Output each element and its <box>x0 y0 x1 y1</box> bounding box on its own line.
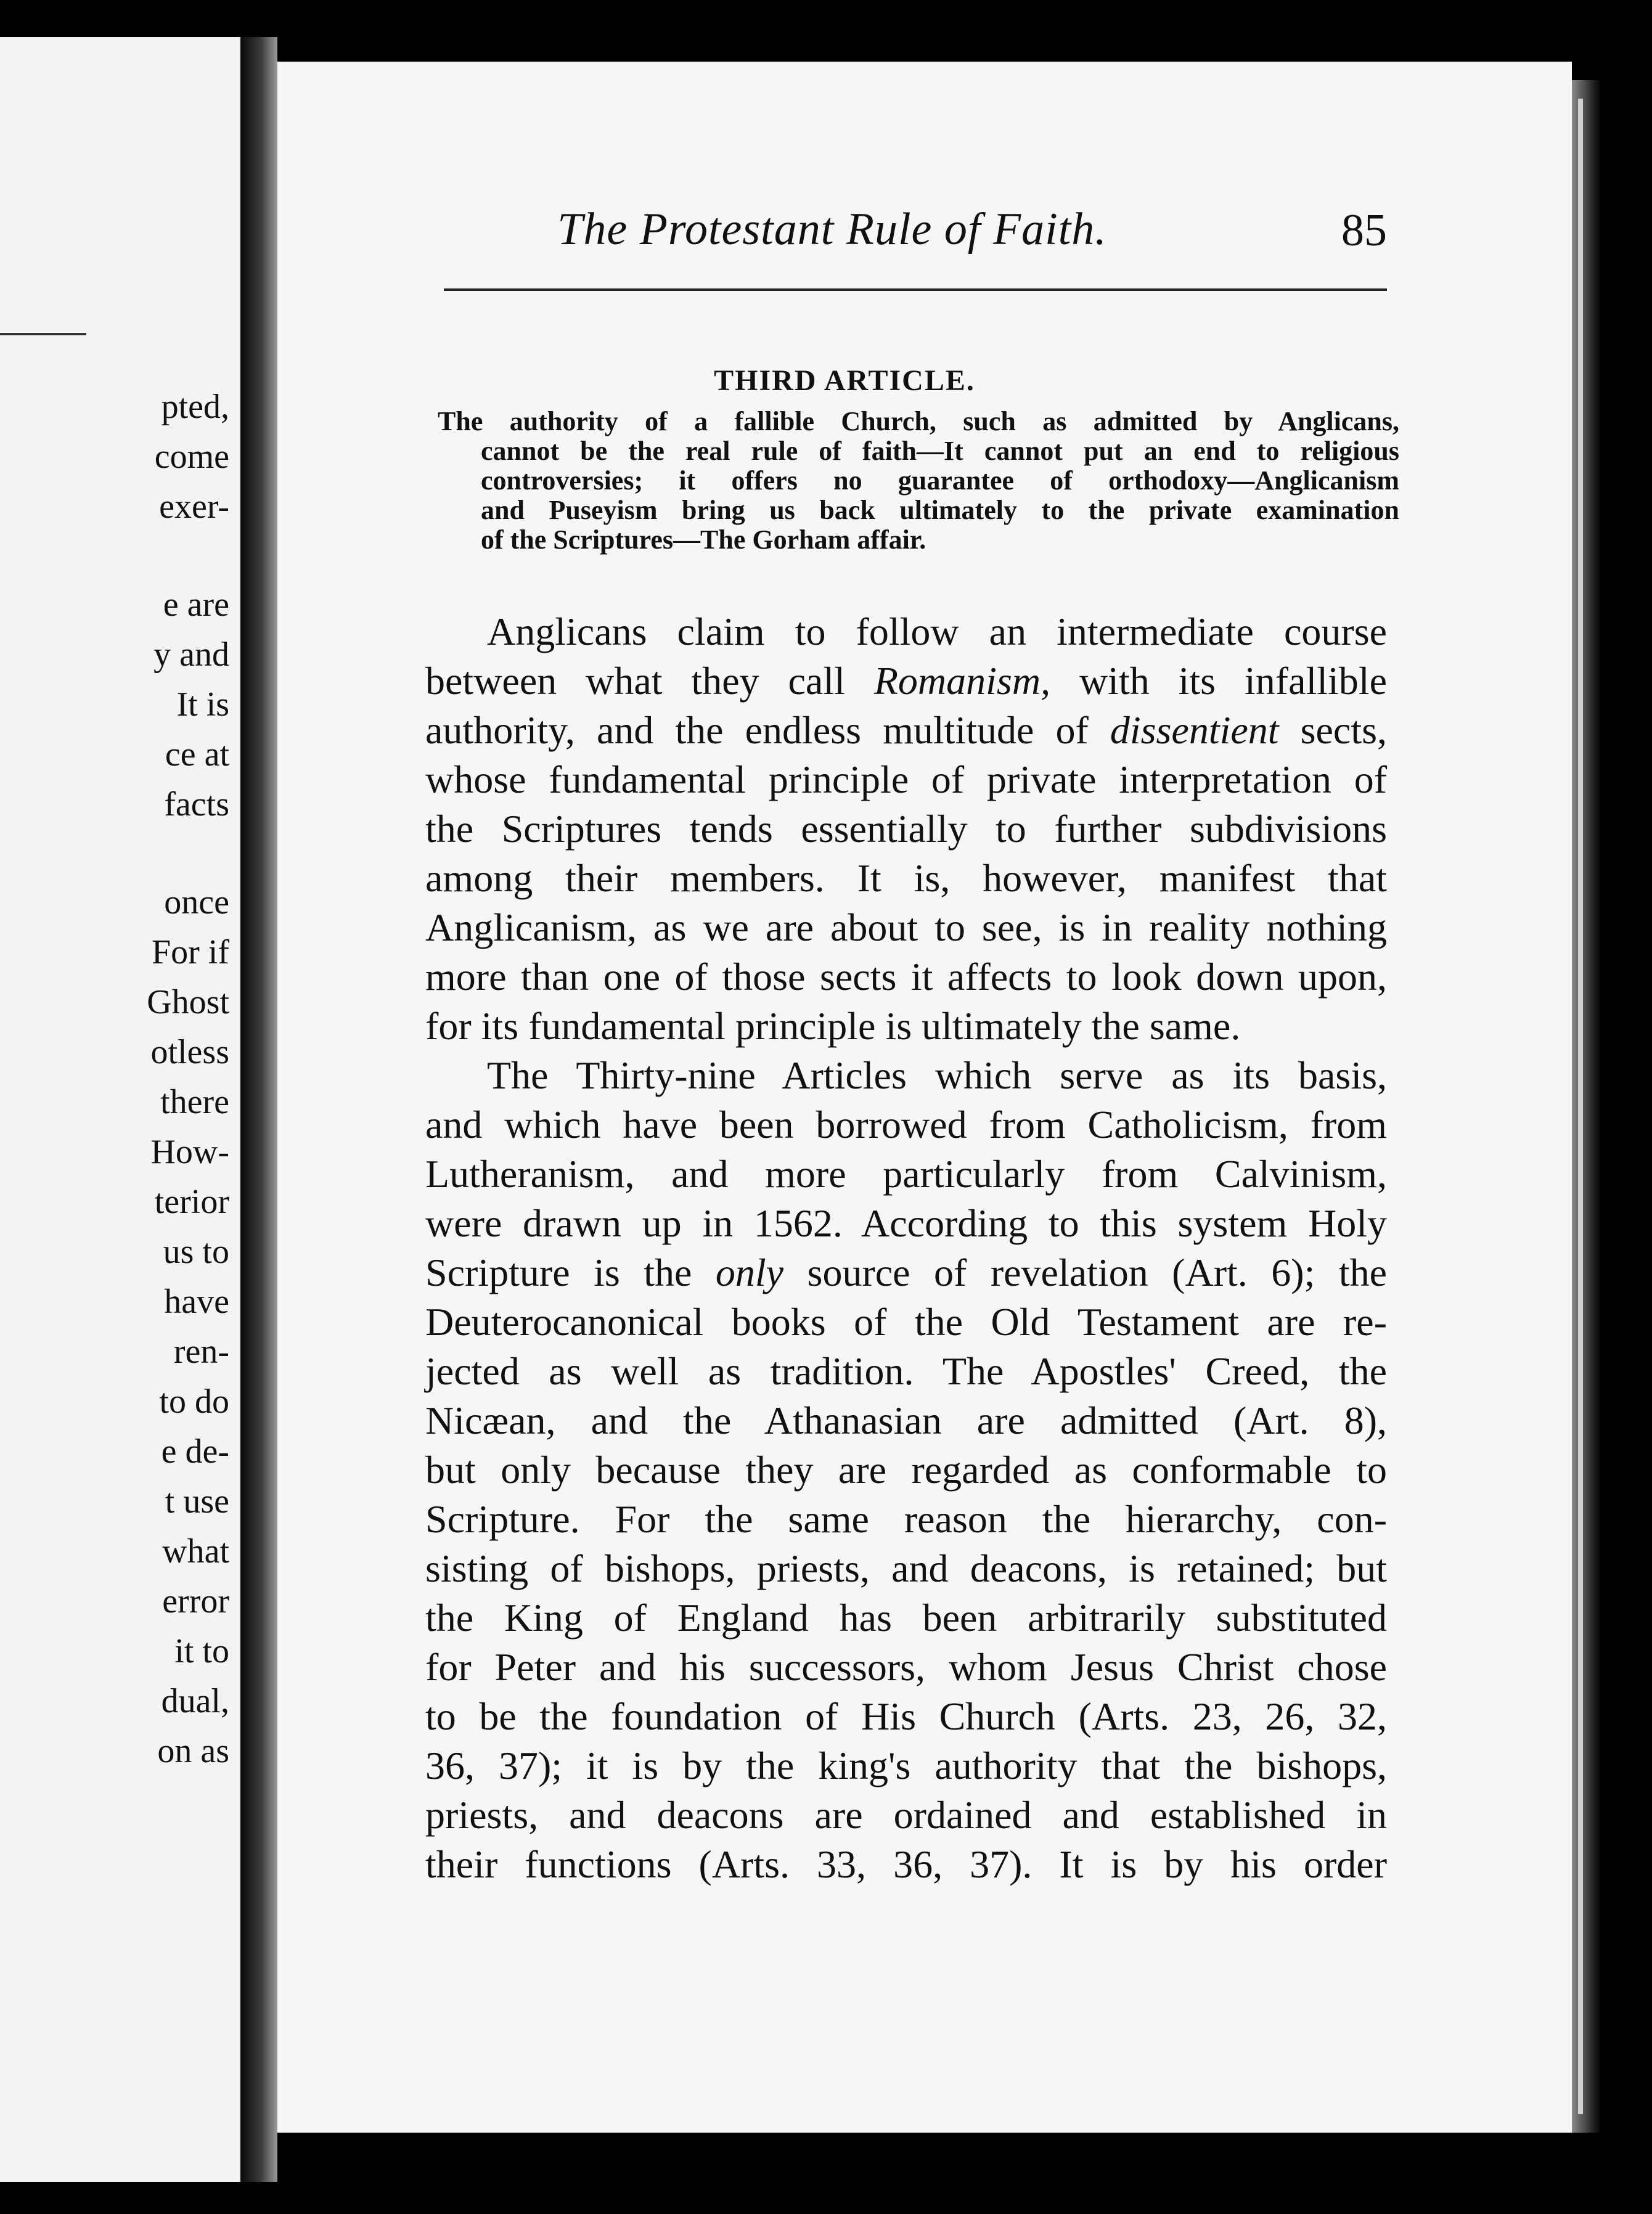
facing-line: ce at <box>165 735 229 774</box>
text-line: 36, 37); it is by the king's authority that the bishops, <box>425 1744 1387 1787</box>
section-summary <box>438 407 1399 555</box>
running-title: The Protestant Rule of Faith. <box>557 204 1107 255</box>
text-line: Nicæan, and the Athanasian are admitted (Art. 8), <box>425 1399 1387 1442</box>
book-gutter <box>240 37 277 2182</box>
facing-line: to do <box>159 1383 229 1421</box>
facing-line: For if <box>152 933 229 971</box>
summary-line: and Puseyism bring us back ultimately to the private examination <box>481 495 1399 525</box>
facing-line: come <box>154 438 229 476</box>
facing-line-gap <box>7 532 229 580</box>
facing-line: have <box>164 1283 229 1321</box>
body-text <box>425 607 1387 1889</box>
facing-line: terior <box>154 1183 229 1221</box>
facing-page-rule <box>0 333 86 335</box>
text-line: Lutheranism, and more particularly from Calvinism, <box>425 1152 1387 1196</box>
facing-line: How- <box>150 1133 229 1171</box>
facing-line: dual, <box>161 1682 229 1720</box>
text-line: for Peter and his successors, whom Jesus Christ chose <box>425 1645 1387 1689</box>
page-header <box>339 148 1399 271</box>
facing-line: what <box>162 1532 229 1571</box>
text-line: their functions (Arts. 33, 36, 37). It is by his order <box>425 1842 1387 1886</box>
text-line: Anglicanism, as we are about to see, is in reality nothing <box>425 905 1387 949</box>
facing-line: facts <box>164 785 229 823</box>
text-line: more than one of those sects it affects to look down upon, <box>425 955 1387 999</box>
text-line: The Thirty-nine Articles which serve as its basis, <box>487 1053 1387 1097</box>
facing-line: ren- <box>173 1333 229 1371</box>
text-line: the King of England has been arbitrarily substituted <box>425 1596 1387 1640</box>
text-line: between what they call Romanism, with its infallible <box>425 659 1388 703</box>
text-line: but only because they are regarded as conformable to <box>425 1448 1387 1492</box>
text-line: were drawn up in 1562. According to this system Holy <box>425 1201 1387 1245</box>
italic-term: Romanism, <box>873 659 1051 703</box>
summary-line: controversies; it offers no guarantee of orthodoxy—Anglicanism <box>481 465 1399 496</box>
facing-line: t use <box>165 1482 229 1521</box>
summary-line: The authority of a fallible Church, such as admitted by Anglicans, <box>438 406 1399 436</box>
facing-line: It is <box>176 685 229 724</box>
italic-term: only <box>715 1251 784 1294</box>
facing-line: on as <box>157 1732 229 1770</box>
page-edge-highlight <box>1578 99 1583 2114</box>
facing-line: us to <box>163 1233 229 1271</box>
facing-line: e are <box>163 586 229 624</box>
text-line: Scripture is the only source of revelation (Art. 6); the <box>425 1251 1387 1294</box>
facing-line: otless <box>150 1033 229 1071</box>
facing-line: e de- <box>161 1432 229 1471</box>
italic-term: dissentient <box>1110 708 1279 752</box>
text-line: whose fundamental principle of private interpretation of <box>425 758 1387 801</box>
summary-line: cannot be the real rule of faith—It cannot put an end to religious <box>481 436 1399 466</box>
facing-line-gap <box>7 830 229 878</box>
facing-line: there <box>160 1083 229 1121</box>
page-number: 85 <box>1341 205 1387 256</box>
facing-line: y and <box>153 635 229 674</box>
facing-line: exer- <box>159 488 229 526</box>
text-line: jected as well as tradition. The Apostles' Creed, the <box>425 1349 1387 1393</box>
facing-line: Ghost <box>147 983 229 1021</box>
page-edge-shadow <box>1572 80 1600 2133</box>
text-line: to be the foundation of His Church (Arts. 23, 26, 32, <box>425 1694 1387 1738</box>
text-line: Scripture. For the same reason the hierarchy, con- <box>425 1497 1387 1541</box>
text-line: among their members. It is, however, manifest that <box>425 856 1387 900</box>
section-heading: THIRD ARTICLE. <box>714 364 975 397</box>
text-line: Anglicans claim to follow an intermediate course <box>487 610 1387 653</box>
text-line: for its fundamental principle is ultimately the same. <box>425 1004 1241 1048</box>
facing-page-fragment <box>0 37 240 2182</box>
facing-line: it to <box>174 1632 229 1670</box>
text-line: Deuterocanonical books of the Old Testament are re- <box>425 1300 1387 1344</box>
text-line: the Scriptures tends essentially to further subdivisions <box>425 807 1387 851</box>
text-line: authority, and the endless multitude of dissentient sects, <box>425 708 1388 752</box>
text-line: priests, and deacons are ordained and established in <box>425 1793 1387 1837</box>
text-line: sisting of bishops, priests, and deacons, is retained; but <box>425 1546 1387 1590</box>
facing-line: pted, <box>161 388 229 426</box>
text-line: and which have been borrowed from Catholicism, from <box>425 1103 1387 1146</box>
facing-line: once <box>164 883 229 921</box>
header-rule <box>444 288 1387 291</box>
summary-line: of the Scriptures—The Gorham affair. <box>481 525 926 555</box>
facing-line: error <box>162 1582 229 1620</box>
facing-page-text <box>7 382 229 1776</box>
